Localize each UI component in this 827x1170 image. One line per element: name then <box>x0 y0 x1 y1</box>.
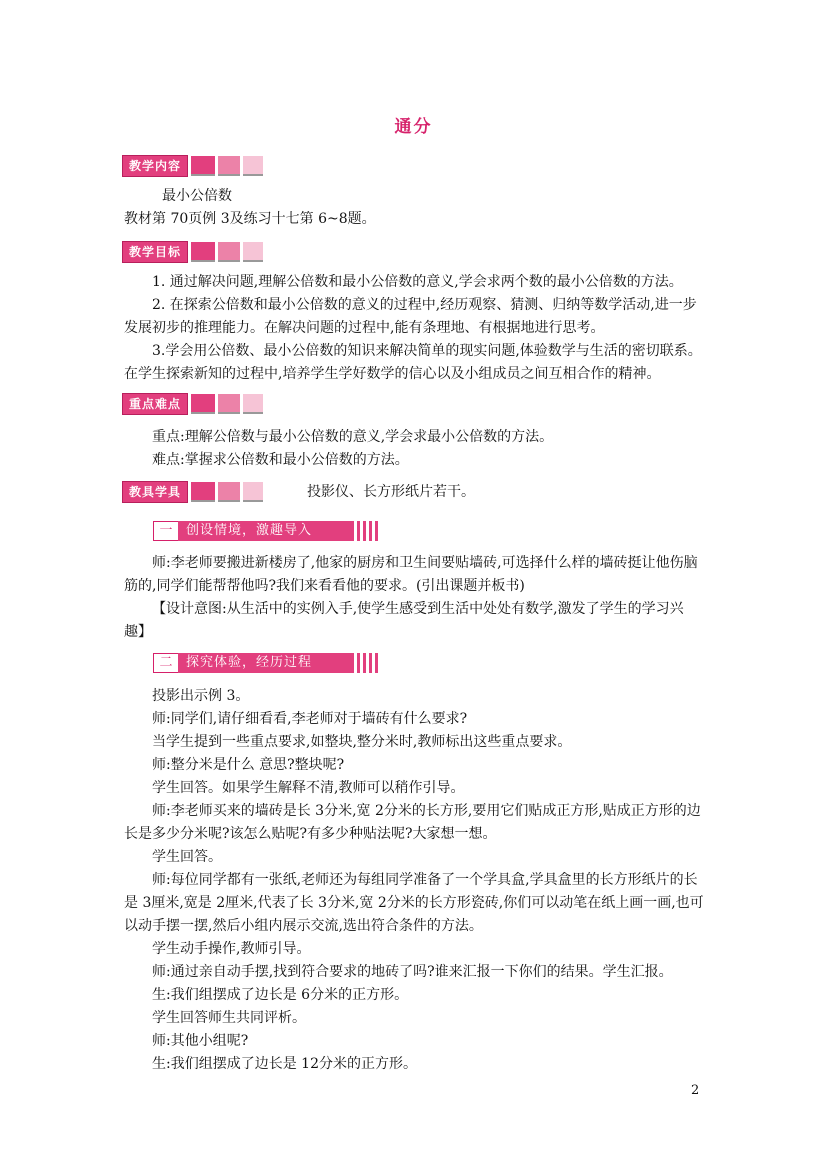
paragraph: 生:我们组摆成了边长是 12分米的正方形。 <box>152 1056 417 1072</box>
paragraph: 师:通过亲自动手摆,找到符合要求的地砖了吗?谁来汇报一下你们的结果。学生汇报。 <box>152 964 673 980</box>
content-line: 最小公倍数 <box>162 188 232 204</box>
key-line: 难点:掌握求公倍数和最小公倍数的方法。 <box>152 452 409 468</box>
section-label: 教具学具 <box>122 481 188 503</box>
page-title: 通分 <box>394 117 433 137</box>
decor-square <box>218 394 240 414</box>
paragraph: 师:其他小组呢? <box>152 1033 249 1049</box>
part-title: 探究体验，经历过程 <box>178 653 351 673</box>
part-header-1 <box>153 521 379 541</box>
decor-square <box>243 242 263 262</box>
paragraph: 投影出示例 3。 <box>152 688 250 704</box>
paragraph: 师:李老师买来的墙砖是长 3分米,宽 2分米的长方形,要用它们贴成正方形,贴成正方形的边长是多少分米呢?该怎么贴呢?有多少种贴法呢?大家想一想。 <box>124 803 701 842</box>
part-number: 二 <box>153 653 178 673</box>
page-number: 2 <box>691 1083 700 1098</box>
section-label: 教学目标 <box>122 241 188 263</box>
part2-block <box>124 685 704 1076</box>
decor-square <box>218 242 240 262</box>
section-label: 教学内容 <box>122 155 188 177</box>
paragraph: 师:李老师要搬进新楼房了,他家的厨房和卫生间要贴墙砖,可选择什么样的墙砖挺让他伤脑筋的,同学们能帮帮他吗?我们来看看他的要求。(引出课题并板书) <box>124 555 698 594</box>
part-number: 一 <box>153 521 178 541</box>
decor-square <box>191 482 215 502</box>
section-label: 重点难点 <box>122 393 188 415</box>
part-title: 创设情境，激趣导入 <box>178 521 351 541</box>
tools-text: 投影仪、长方形纸片若干。 <box>307 484 475 500</box>
decor-square <box>191 242 215 262</box>
paragraph: 生:我们组摆成了边长是 6分米的正方形。 <box>152 987 409 1003</box>
decor-stripes <box>351 521 379 541</box>
paragraph: 当学生提到一些重点要求,如整块,整分米时,教师标出这些重点要求。 <box>152 734 572 750</box>
decor-square <box>191 156 215 176</box>
decor-square <box>243 482 263 502</box>
goal-line: 2. 在探索公倍数和最小公倍数的意义的过程中,经历观察、猜测、归纳等数学活动,进一步发展初步的推理能力。在解决问题的过程中,能有条理地、有根据地进行思考。 <box>124 297 697 336</box>
paragraph: 学生回答师生共同评析。 <box>152 1010 306 1026</box>
goals-block <box>124 271 704 386</box>
section-header-content <box>122 155 263 177</box>
paragraph: 【设计意图:从生活中的实例入手,使学生感受到生活中处处有数学,激发了学生的学习兴趣】 <box>124 601 684 640</box>
section-header-tools <box>122 481 263 503</box>
decor-square <box>243 156 263 176</box>
section-header-key <box>122 393 263 415</box>
paragraph: 学生动手操作,教师引导。 <box>152 941 311 957</box>
paragraph: 师:每位同学都有一张纸,老师还为每组同学准备了一个学具盒,学具盒里的长方形纸片的长是 3厘米,宽是 2厘米,代表了长 3分米,宽 2分米的长方形瓷砖,你们可以动笔在纸上画一画,也可以动手摆一摆,然后小组内展示交流,选出符合条件的方法。 <box>124 872 704 934</box>
part1-block <box>124 552 704 644</box>
decor-stripes <box>351 653 379 673</box>
section-header-goals <box>122 241 263 263</box>
content-line: 教材第 70页例 3及练习十七第 6~8题。 <box>124 211 376 227</box>
decor-square <box>243 394 263 414</box>
decor-square <box>218 482 240 502</box>
paragraph: 师:整分米是什么 意思?整块呢? <box>152 757 345 773</box>
paragraph: 学生回答。 <box>152 849 222 865</box>
key-block <box>124 426 704 472</box>
paragraph: 学生回答。如果学生解释不清,教师可以稍作引导。 <box>152 780 465 796</box>
decor-square <box>218 156 240 176</box>
goal-line: 3.学会用公倍数、最小公倍数的知识来解决简单的现实问题,体验数学与生活的密切联系。在学生探索新知的过程中,培养学生学好数学的信心以及小组成员之间互相合作的精神。 <box>124 343 702 382</box>
paragraph: 师:同学们,请仔细看看,李老师对于墙砖有什么要求? <box>152 711 468 727</box>
part-header-2 <box>153 653 379 673</box>
key-line: 重点:理解公倍数与最小公倍数的意义,学会求最小公倍数的方法。 <box>152 429 554 445</box>
decor-square <box>191 394 215 414</box>
goal-line: 1. 通过解决问题,理解公倍数和最小公倍数的意义,学会求两个数的最小公倍数的方法。 <box>152 274 683 290</box>
